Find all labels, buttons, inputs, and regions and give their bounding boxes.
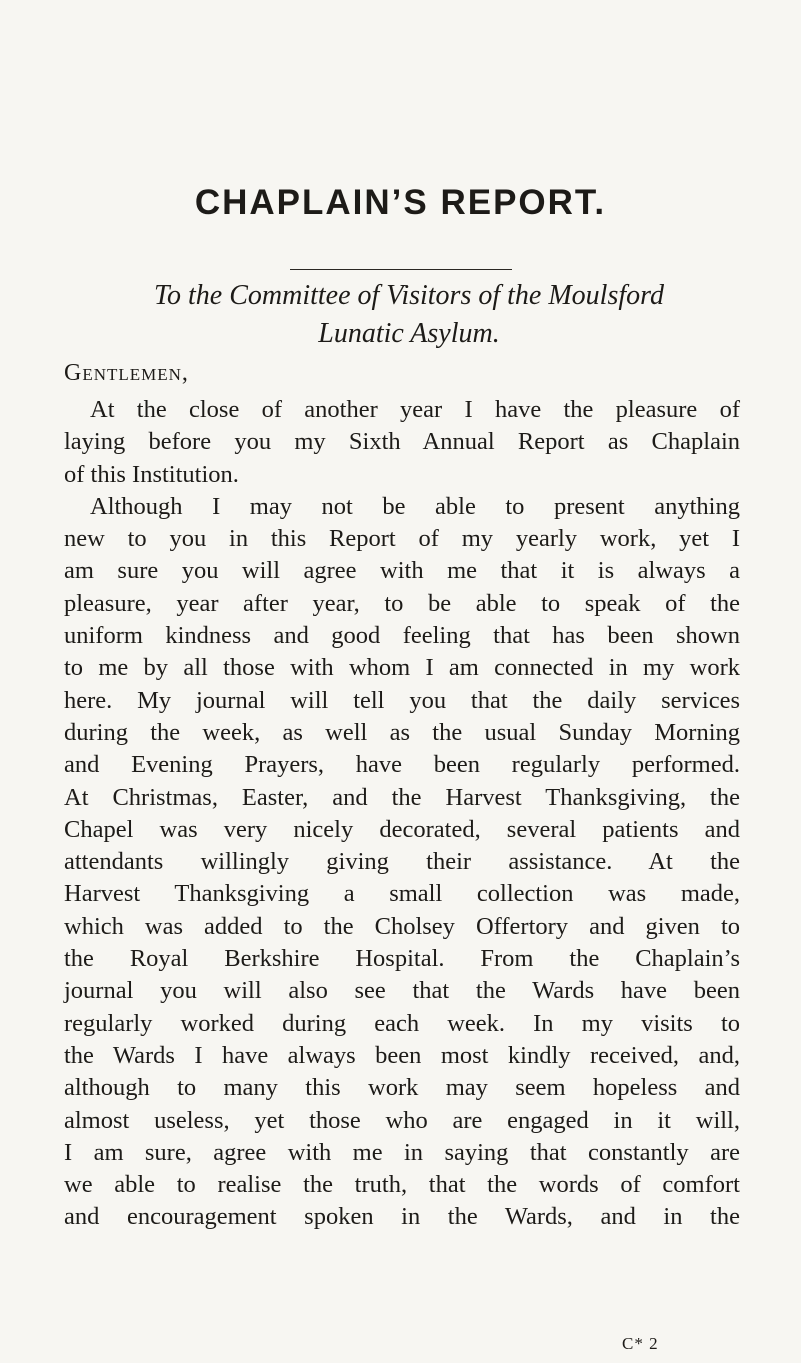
text-line: pleasure, year after year, to be able to speak of the	[64, 589, 740, 617]
report-body	[64, 394, 740, 1234]
text-line: and Evening Prayers, have been regularly performed.	[64, 751, 740, 779]
address-heading	[64, 277, 754, 353]
text-line: which was added to the Cholsey Offertory and given to	[64, 912, 740, 940]
page-title: CHAPLAIN’S REPORT.	[194, 183, 607, 222]
text-line: almost useless, yet those who are engaged in it will,	[64, 1106, 740, 1134]
text-line: and encouragement spoken in the Wards, and in the	[64, 1203, 740, 1231]
text-line: I am sure, agree with me in saying that constantly are	[64, 1138, 740, 1166]
text-line: new to you in this Report of my yearly work, yet I	[64, 525, 740, 553]
text-line: At Christmas, Easter, and the Harvest Thanksgiving, the	[64, 783, 740, 811]
title-divider	[290, 269, 512, 270]
salutation: Gentlemen,	[64, 360, 189, 386]
signature-mark: C* 2	[622, 1334, 659, 1353]
address-line-2: Lunatic Asylum.	[318, 318, 500, 349]
text-line: journal you will also see that the Wards have been	[64, 977, 740, 1005]
text-line: attendants willingly giving their assistance. At the	[64, 848, 740, 876]
text-line: here. My journal will tell you that the daily services	[64, 686, 740, 714]
text-line: Chapel was very nicely decorated, several patients and	[64, 815, 740, 843]
text-line: laying before you my Sixth Annual Report as Chaplain	[64, 428, 740, 456]
text-line: uniform kindness and good feeling that has been shown	[64, 622, 740, 650]
address-line-1: To the Committee of Visitors of the Moulsford	[154, 280, 664, 311]
text-line: the Wards I have always been most kindly received, and,	[64, 1041, 740, 1069]
text-line: regularly worked during each week. In my visits to	[64, 1009, 740, 1037]
text-line: during the week, as well as the usual Sunday Morning	[64, 718, 740, 746]
text-line: we able to realise the truth, that the words of comfort	[64, 1171, 740, 1199]
text-line: Although I may not be able to present anything	[90, 492, 740, 520]
text-line: Harvest Thanksgiving a small collection was made,	[64, 880, 740, 908]
text-line: am sure you will agree with me that it is always a	[64, 557, 740, 585]
text-line: of this Institution.	[64, 460, 239, 488]
text-line: although to many this work may seem hopeless and	[64, 1074, 740, 1102]
text-line: At the close of another year I have the pleasure of	[90, 396, 740, 423]
text-line: to me by all those with whom I am connected in my work	[64, 654, 740, 682]
text-line: the Royal Berkshire Hospital. From the Chaplain’s	[64, 945, 740, 973]
